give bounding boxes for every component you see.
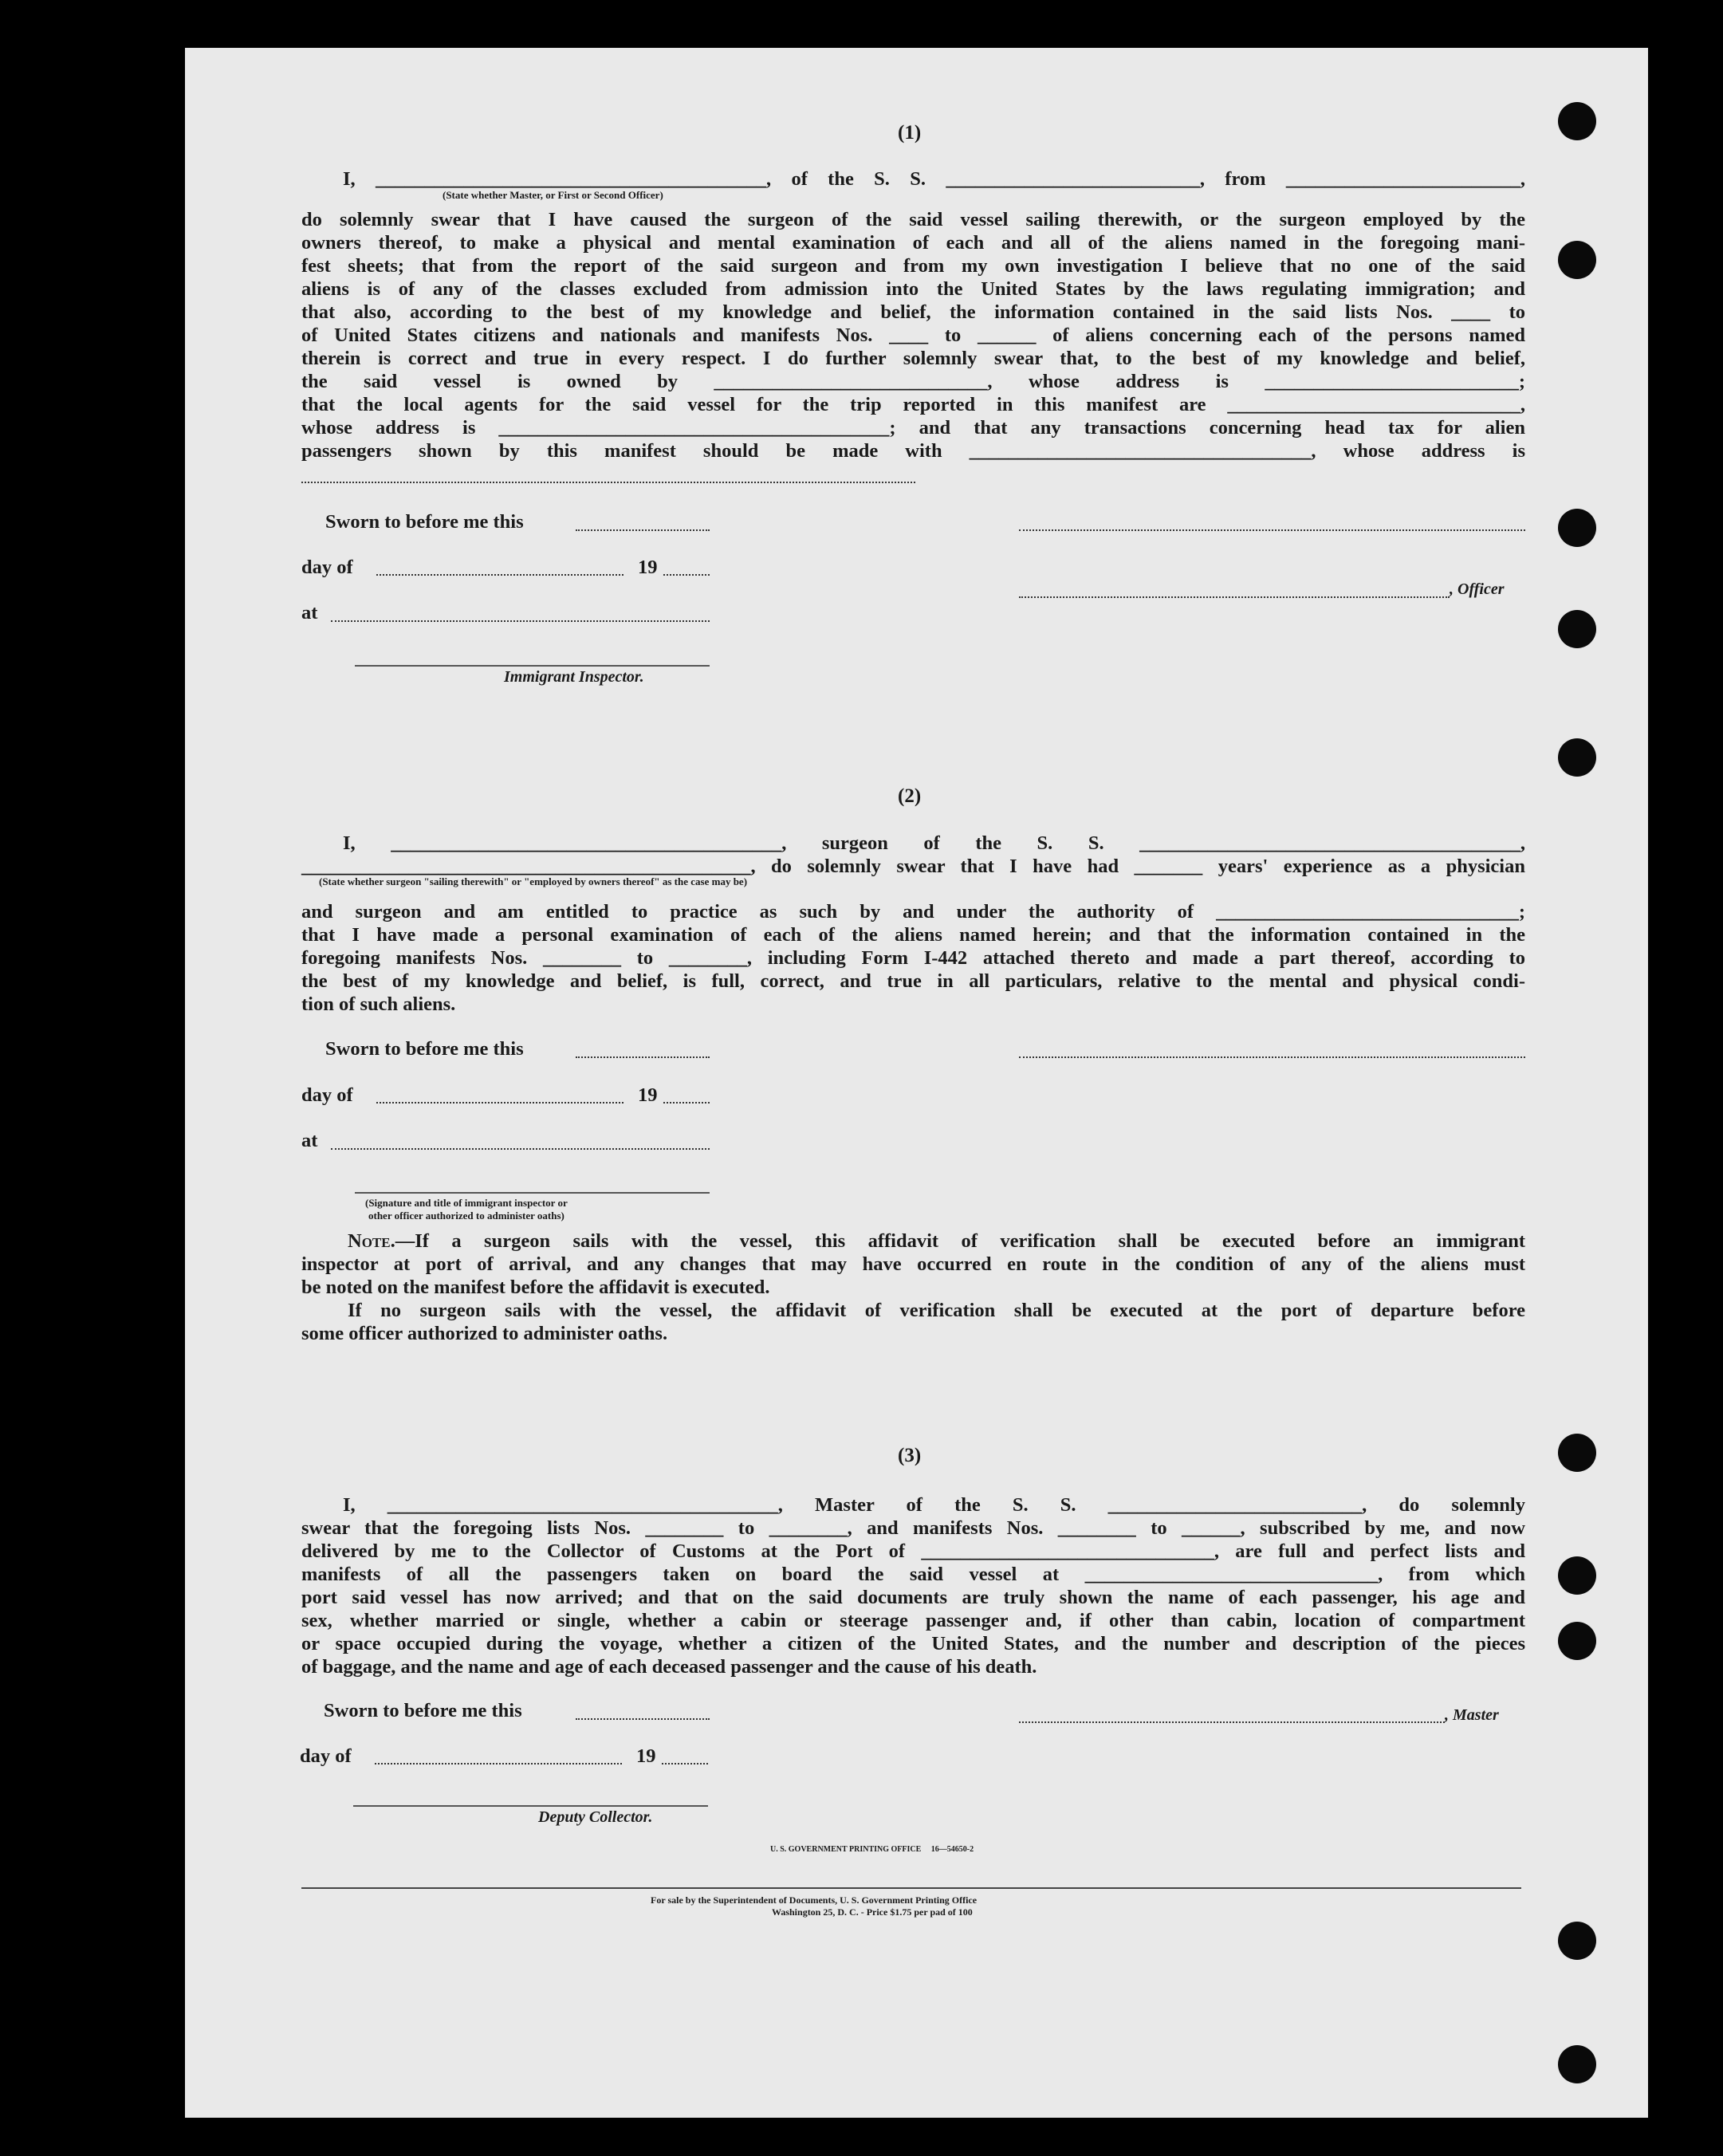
sale-note: Washington 25, D. C. - Price $1.75 per pad of 100 [772,1906,973,1918]
note-line: If no surgeon sails with the vessel, the affidavit of verification shall be executed at the port of departure before [348,1300,1525,1321]
blank-line [576,1056,710,1058]
note-label: Note. [348,1230,395,1252]
oath-line: owners thereof, to make a physical and mental examination of each and all of the aliens named in the foregoing mani- [301,232,1525,254]
section-number: (1) [898,122,922,144]
oath-line: passengers shown by this manifest should be made with ___________________________________, whose address is [301,440,1525,462]
blank-line [331,620,710,622]
oath-line: or space occupied during the voyage, whether a citizen of the United States, and the number and description of the pieces [301,1633,1525,1654]
oath-line: ______________________________________________, do solemnly swear that I have had _______ years' experience as a physician [301,856,1525,877]
at-label: at [301,1130,318,1151]
punch-hole [1558,241,1596,279]
oath-line: sex, whether married or single, whether a cabin or steerage passenger and, if other than cabin, location of compartment [301,1610,1525,1631]
collector-label: Deputy Collector. [538,1808,653,1826]
day-label: day of [301,557,353,578]
oath-line: that the local agents for the said vessel for the trip reported in this manifest are ______________________________, [301,394,1525,415]
blank-line [331,1148,710,1150]
note-line: inspector at port of arrival, and any changes that may have occurred en route in the condition of any of the aliens must [301,1253,1525,1275]
blank-line [375,1763,622,1765]
signature-line [355,1192,710,1194]
field-note: (State whether Master, or First or Second Officer) [443,189,663,201]
blank-line [1019,1056,1525,1058]
blank-line [576,529,710,531]
blank-line [1019,529,1525,531]
punch-hole [1558,1556,1596,1595]
oath-line: that I have made a personal examination of each of the aliens named herein; and that the information contained in the [301,924,1525,946]
signature-note: (Signature and title of immigrant inspector or [365,1197,568,1209]
punch-hole [1558,610,1596,648]
oath-line: fest sheets; that from the report of the said surgeon and from my own investigation I believe that no one of the said [301,255,1525,277]
sale-note: For sale by the Superintendent of Documents, U. S. Government Printing Office [651,1894,978,1906]
day-label: day of [300,1745,352,1767]
punch-hole [1558,738,1596,777]
oath-line: I, ________________________________________, Master of the S. S. __________________________, do solemnly [343,1494,1525,1516]
signature-line [355,665,710,667]
note-line: be noted on the manifest before the affidavit is executed. [301,1277,770,1298]
punch-hole [1558,102,1596,140]
punch-hole [1558,2045,1596,2083]
footer-divider [301,1887,1521,1889]
oath-line: whose address is ________________________________________; and that any transactions concerning head tax for alien [301,417,1525,439]
oath-line: aliens is of any of the classes excluded from admission into the United States by the laws regulating immigration; and [301,278,1525,300]
printing-office-code: U. S. GOVERNMENT PRINTING OFFICE 16—54650-2 [770,1845,974,1854]
blank-line [663,1102,710,1104]
oath-line: therein is correct and true in every respect. I do further solemnly swear that, to the best of my knowledge and belief, [301,348,1525,369]
inspector-label: Immigrant Inspector. [504,668,644,686]
oath-line: I, ________________________________________, surgeon of the S. S. _______________________________________, [343,832,1525,854]
blank-line [662,1763,708,1765]
oath-line: manifests of all the passengers taken on board the said vessel at ______________________________, from which [301,1564,1525,1585]
blank-line [1019,1721,1445,1723]
oath-line: of United States citizens and nationals and manifests Nos. ____ to ______ of aliens concerning each of the persons named [301,325,1525,346]
punch-hole [1558,1434,1596,1472]
blank-line [1019,596,1450,598]
master-label: , Master [1445,1706,1499,1724]
oath-line: tion of such aliens. [301,993,456,1015]
oath-line: and surgeon and am entitled to practice as such by and under the authority of _______________________________; [301,901,1525,923]
section-number: (3) [898,1445,922,1466]
officer-label: , Officer [1450,580,1505,598]
note-line: Note.—If a surgeon sails with the vessel, this affidavit of verification shall be executed before an immigrant [348,1230,1525,1252]
sworn-label: Sworn to before me this [324,1700,522,1721]
blank-line [663,574,710,576]
note-line: some officer authorized to administer oaths. [301,1323,668,1344]
signature-line [353,1805,708,1807]
punch-hole [1558,1622,1596,1660]
oath-line: port said vessel has now arrived; and that on the said documents are truly shown the name of each passenger, his age and [301,1587,1525,1608]
year-label: 19 [636,1745,656,1767]
oath-line: the said vessel is owned by ____________________________, whose address is __________________________; [301,371,1525,392]
sworn-label: Sworn to before me this [325,1038,524,1060]
at-label: at [301,602,318,624]
oath-line: swear that the foregoing lists Nos. ________ to ________, and manifests Nos. ________ to ______, subscribed by me, and now [301,1517,1525,1539]
day-label: day of [301,1084,353,1106]
sworn-label: Sworn to before me this [325,511,524,533]
oath-line: of baggage, and the name and age of each deceased passenger and the cause of his death. [301,1656,1037,1678]
oath-line: the best of my knowledge and belief, is full, correct, and true in all particulars, relative to the mental and physical condi- [301,970,1525,992]
year-label: 19 [638,557,658,578]
section-number: (2) [898,785,922,807]
blank-line [376,1102,624,1104]
punch-hole [1558,1922,1596,1960]
oath-line: delivered by me to the Collector of Customs at the Port of ______________________________, are full and perfect lists and [301,1540,1525,1562]
oath-line: I, ________________________________________, of the S. S. __________________________, from ________________________, [343,168,1525,190]
blank-line [301,482,915,483]
oath-line: that also, according to the best of my knowledge and belief, the information contained in the said lists Nos. ____ to [301,301,1525,323]
field-note: (State whether surgeon "sailing therewith" or "employed by owners thereof" as the case may be) [319,875,748,887]
signature-note: other officer authorized to administer oaths) [368,1210,564,1222]
blank-line [376,574,624,576]
blank-line [576,1718,710,1720]
punch-hole [1558,509,1596,547]
oath-line: do solemnly swear that I have caused the surgeon of the said vessel sailing therewith, or the surgeon employed by the [301,209,1525,230]
year-label: 19 [638,1084,658,1106]
oath-line: foregoing manifests Nos. ________ to ________, including Form I-442 attached thereto and made a part thereof, according to [301,947,1525,969]
